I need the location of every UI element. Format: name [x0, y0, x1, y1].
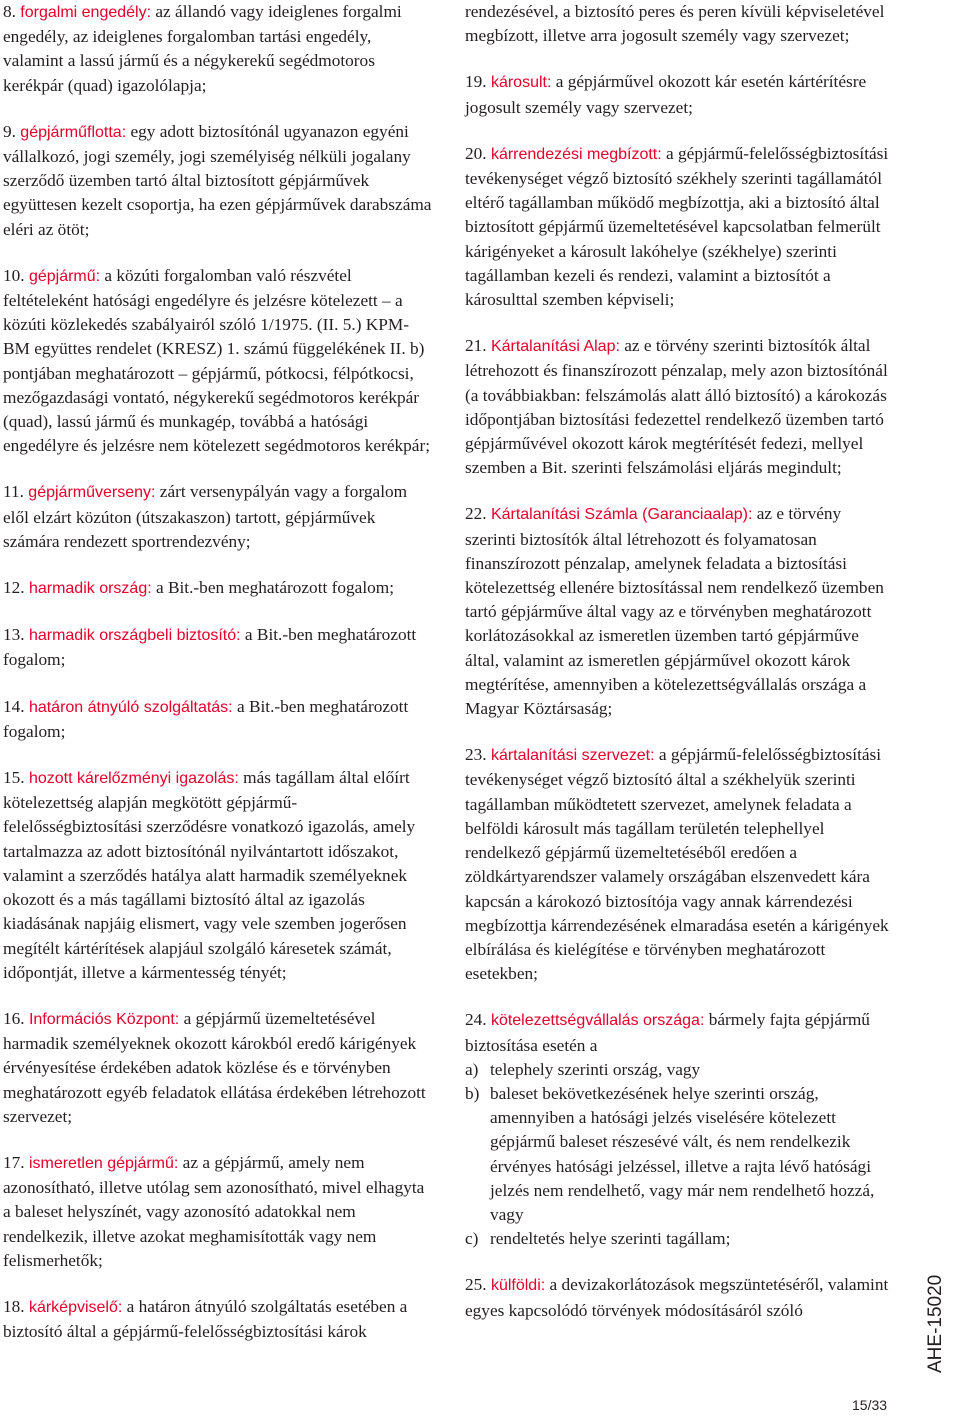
entry-text: bármely fajta gépjármű biztosítása esetén a: [465, 1010, 870, 1055]
entry-term: hozott kárelőzményi igazolás:: [28, 770, 239, 788]
definition-entry: [3, 623, 433, 672]
definition-entry: [3, 1007, 433, 1129]
entry-term: forgalmi engedély:: [20, 4, 152, 21]
definition-entry: [3, 1295, 433, 1344]
definition-entry: [465, 70, 895, 119]
definition-entry: [3, 264, 433, 459]
document-code: AHE-15020: [925, 1274, 946, 1373]
entry-term: Információs Központ:: [28, 1010, 180, 1028]
definition-entry: [465, 743, 895, 986]
entry-number: 18.: [3, 1296, 25, 1316]
entry-number: 16.: [3, 1008, 25, 1028]
entry-number: 10.: [3, 265, 25, 285]
entry-number: 22.: [465, 504, 487, 524]
entry-text: a Bit.-ben meghatározott fogalom;: [3, 625, 417, 670]
definition-entry: [3, 766, 433, 985]
list-item: [465, 1227, 895, 1251]
right-column: [465, 0, 895, 1345]
definition-entry: [3, 1151, 433, 1273]
entry-text: a Bit.-ben meghatározott fogalom;: [3, 696, 409, 741]
sub-list: [465, 1058, 895, 1252]
entry-number: 23.: [465, 745, 487, 765]
entry-term: Kártalanítási Számla (Garanciaalap):: [490, 506, 753, 524]
entry-text: a gépjárművel okozott kár esetén kártérítésre jogosult személy vagy szervezet;: [465, 72, 867, 117]
definition-entry: [465, 502, 895, 721]
list-item-label: c): [465, 1229, 479, 1249]
entry-text: az állandó vagy ideiglenes forgalmi engedély, az ideiglenes forgalomban tartási engedély, valamint a lassú jármű és a négykerekű segédmotoros kerékpár (quad) igazolólapja;: [3, 2, 402, 95]
list-item-label: a): [465, 1059, 479, 1079]
definition-continuation: [465, 0, 895, 48]
entry-text: más tagállam által előírt kötelezettség alapján megkötött gépjármű-felelősségbiztosítási szerződésre vonatkozó igazolás, amely tartalmazza az adott biztosítónál nyilvántartott időszakot, valamint a szerződés hatálya alatt harmadik személyeknek okozott és a más tagállami biztosító által az igazolás kiadásának napjáig elismert, vagy vele szemben jogerősen megítélt kártérítések alapjául szolgáló káresetek számát, időpontját, illetve a kármentesség tényét;: [3, 768, 416, 982]
entry-text: a gépjármű-felelősségbiztosítási tevékenységet végző biztosító által a székhelyük szerinti tagállamban működtetett szervezet, amelynek feladata a belföldi károsult más tagállam területén telephellyel rendelkező gépjármű üzemeltetéséből eredően a zöldkártyarendszer valamely országában elszenvedett kára kapcsán a károkozó biztosítója vagy annak kárrendezési megbízottja kárrendezésének elmaradása esetén a kárigények elbírálása és kielégítése e törvényben meghatározott esetekben;: [465, 745, 889, 984]
definition-entry: [465, 1273, 895, 1322]
entry-text: a határon átnyúló szolgáltatás esetében a biztosító által a gépjármű-felelősségbiztosítási károk: [3, 1296, 408, 1342]
entry-text: zárt versenypályán vagy a forgalom elől elzárt közúton (útszakaszon) tartott, gépjárművek számára rendezett sportrendezvény;: [3, 482, 408, 551]
entry-number: 15.: [3, 768, 25, 788]
definition-entry: [3, 576, 433, 601]
entry-number: 19.: [465, 72, 487, 92]
entry-text: a gépjármű üzemeltetésével harmadik személyeknek okozott károkból eredő kárigények érvényesítése érdekében adatok közlése és e törvényben meghatározott egyéb feladatok ellátása érdekében létrehozott szervezet;: [3, 1008, 426, 1126]
page-number: 15/33: [852, 1397, 888, 1413]
entry-number: 12.: [3, 578, 25, 598]
entry-term: károsult:: [490, 74, 552, 92]
definition-entry: [465, 1008, 895, 1251]
entry-number: 24.: [465, 1010, 487, 1030]
entry-term: gépjárműverseny:: [28, 484, 156, 502]
entry-term: kárrendezési megbízott:: [490, 145, 662, 163]
entry-text: rendezésével, a biztosító peres és peren kívüli képviseletével megbízott, illetve arra jogosult személy vagy szervezet;: [465, 2, 885, 46]
entry-text: az a gépjármű, amely nem azonosítható, illetve utólag sem azonosítható, mivel elhagyta a baleset helyszínét, vagy azonosító adatokkal nem rendelkezik, illetve azokat meghamisították vagy nem felismerhetők;: [3, 1152, 425, 1270]
left-column: [3, 0, 433, 1366]
list-item-text: telephely szerinti ország, vagy: [490, 1059, 701, 1079]
entry-text: a Bit.-ben meghatározott fogalom;: [155, 578, 395, 598]
entry-text: az e törvény szerinti biztosítók által létrehozott és finanszírozott pénzalap, mely azon biztosítónál (a továbbiakban: felszámolás alatt álló biztosító) a károkozás időpontjában biztosítási fedezettel rendelkező üzemben tartó gépjárművével okozott károk megtérítését fedezi, mellyel szemben a Bit. szerinti felszámolási eljárás megindult;: [465, 336, 888, 478]
entry-number: 8.: [3, 2, 16, 21]
entry-number: 14.: [3, 696, 25, 716]
definition-entry: [465, 334, 895, 480]
entry-term: kárképviselő:: [28, 1298, 123, 1316]
definition-entry: [3, 0, 433, 98]
entry-number: 21.: [465, 336, 487, 356]
entry-number: 9.: [3, 121, 16, 141]
entry-text: a közúti forgalomban való részvétel feltételeként hatósági engedélyre és jelzésre kötelezett – a közúti közlekedés szabályairól szóló 1/1975. (II. 5.) KPM-BM együttes rendelet (KRESZ) 1. számú függelékének II. b) pontjában meghatározott – gépjármű, pótkocsi, félpótkocsi, mezőgazdasági vontató, négykerekű segédmotoros kerékpár (quad), lassú jármű és munkagép, továbbá a hatósági engedélyre és jelzésre nem kötelezett segédmotoros kerékpár;: [3, 265, 431, 456]
entry-text: egy adott biztosítónál ugyanazon egyéni vállalkozó, jogi személy, jogi személyiség nélküli jogalany szerződő üzemben tartó által biztosított gépjárművek együttesen kezelt csoportja, ha ezen gépjárművek darabszáma eléri az ötöt;: [3, 121, 432, 239]
definition-entry: [3, 480, 433, 554]
entry-number: 25.: [465, 1275, 487, 1295]
entry-text: a gépjármű-felelősségbiztosítási tevékenységet végző biztosító székhely szerinti tagállamától eltérő tagállamban működő megbízottja, aki a biztosító által biztosított gépjármű üzemeltetésével kapcsolatban felmerült kárigényeket a károsult lakóhelye (székhelye) szerinti tagállamban kezeli és rendezi, valamint a biztosítót a károsulttal szemben képviseli;: [465, 143, 889, 310]
entry-term: kötelezettségvállalás országa:: [490, 1012, 705, 1030]
list-item-label: b): [465, 1083, 480, 1103]
entry-term: harmadik ország:: [28, 580, 152, 598]
entry-term: ismeretlen gépjármű:: [28, 1154, 179, 1172]
definition-entry: [3, 120, 433, 242]
entry-number: 13.: [3, 625, 25, 645]
list-item-text: baleset bekövetkezésének helye szerinti ország, amennyiben a hatósági jelzés viselésére kötelezett gépjármű baleset részesévé vált, és nem rendelkezik érvényes hatósági jelzéssel, illetve a rajta lévő hatósági jelzés nem rendelhető, vagy már nem rendelhető hozzá, vagy: [490, 1083, 875, 1224]
definition-entry: [3, 695, 433, 744]
entry-text: az e törvény szerinti biztosítók által létrehozott és folyamatosan finanszírozott pénzalap, amelynek feladata a biztosítási kötelezettség ellenére biztosítással nem rendelkező üzemben tartó gépjárműve által vagy az e törvényben meghatározott korlátozásokkal az ismeretlen üzemben tartó gépjárműve által, valamint az ismeretlen gépjárművel okozott károk megtérítése, amennyiben a kötelezettségvállalás országa a Magyar Köztársaság;: [465, 504, 884, 719]
list-item: [465, 1082, 895, 1227]
entry-number: 11.: [3, 482, 24, 502]
list-item: [465, 1058, 895, 1082]
entry-term: gépjárműflotta:: [20, 123, 127, 141]
entry-term: Kártalanítási Alap:: [490, 338, 620, 356]
entry-text: a devizakorlátozások megszüntetéséről, valamint egyes kapcsolódó törvények módosításáról szóló: [465, 1275, 889, 1320]
entry-term: gépjármű:: [28, 267, 101, 285]
list-item-text: rendeltetés helye szerinti tagállam;: [490, 1229, 731, 1249]
entry-number: 17.: [3, 1152, 25, 1172]
entry-term: harmadik országbeli biztosító:: [28, 627, 241, 645]
entry-number: 20.: [465, 143, 487, 163]
entry-term: külföldi:: [490, 1277, 546, 1295]
definition-entry: [465, 142, 895, 312]
entry-term: határon átnyúló szolgáltatás:: [28, 698, 233, 716]
entry-term: kártalanítási szervezet:: [490, 747, 655, 765]
